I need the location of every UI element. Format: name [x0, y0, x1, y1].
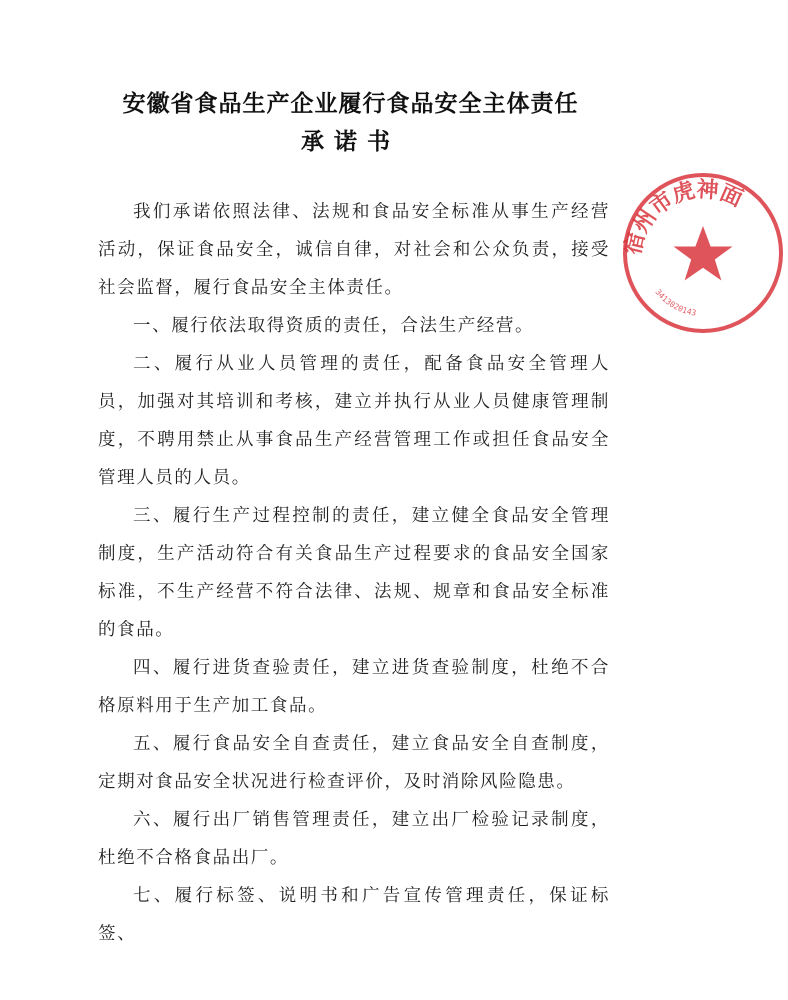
svg-text:3413020143	[653, 288, 697, 318]
paragraph-intro: 我们承诺依照法律、法规和食品安全标准从事生产经营活动，保证食品安全，诚信自律，对社会和公众负责，接受社会监督，履行食品安全主体责任。	[98, 202, 610, 298]
paragraph-item-1: 一、履行依法取得资质的责任，合法生产经营。	[133, 316, 535, 336]
document-body	[98, 193, 610, 953]
paragraph-item-3: 三、履行生产过程控制的责任，建立健全食品安全管理制度，生产活动符合有关食品生产过程要求的食品安全国家标准，不生产经营不符合法律、法规、规章和食品安全标准的食品。	[98, 506, 610, 640]
seal-text: 宿州市虎神面	[620, 177, 747, 258]
paragraph-item-6: 六、履行出厂销售管理责任，建立出厂检验记录制度，杜绝不合格食品出厂。	[98, 810, 610, 868]
paragraph-item-4: 四、履行进货查验责任，建立进货查验制度，杜绝不合格原料用于生产加工食品。	[98, 658, 610, 716]
seal-number: 3413020143	[653, 287, 697, 318]
document-subtitle: 承诺书	[301, 129, 400, 155]
paragraph-item-7: 七、履行标签、说明书和广告宣传管理责任，保证标签、	[98, 886, 610, 944]
company-seal	[618, 168, 788, 338]
document-title: 安徽省食品生产企业履行食品安全主体责任	[122, 91, 579, 117]
paragraph-item-5: 五、履行食品安全自查责任，建立食品安全自查制度，定期对食品安全状况进行检查评价，及时消除风险隐患。	[98, 734, 610, 792]
seal-star-icon	[674, 226, 733, 281]
svg-text:宿州市虎神面	[620, 176, 747, 257]
paragraph-item-2: 二、履行从业人员管理的责任，配备食品安全管理人员，加强对其培训和考核，建立并执行从业人员健康管理制度，不聘用禁止从事食品生产经营管理工作或担任食品安全管理人员的人员。	[98, 354, 610, 488]
